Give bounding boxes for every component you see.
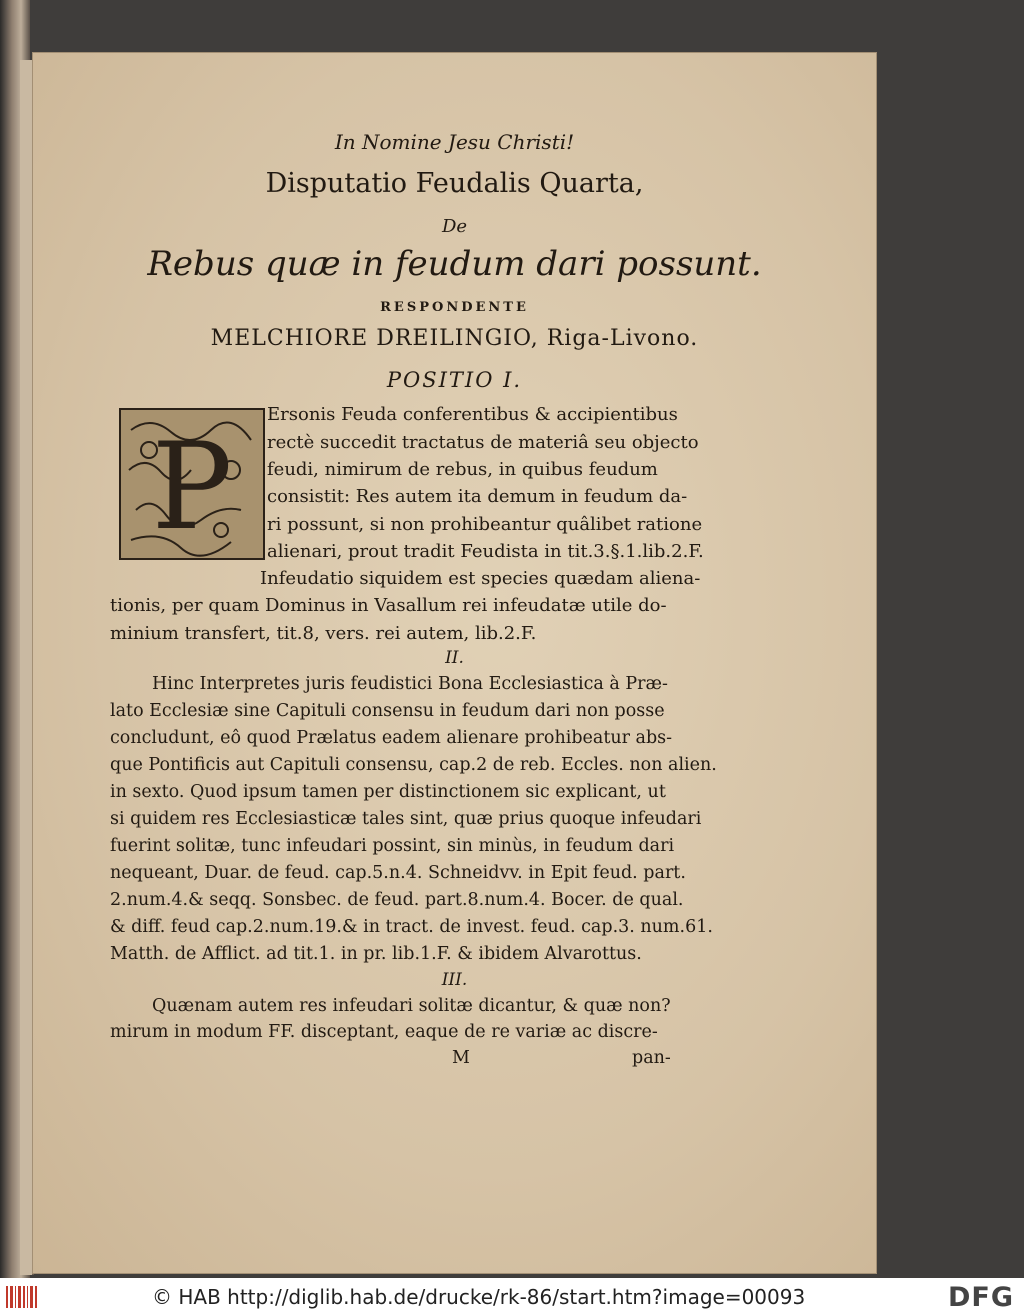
section-heading-1: POSITIO I. — [386, 368, 523, 392]
para1-line-3: feudi, nimirum de rebus, in quibus feudum — [267, 459, 658, 480]
de-heading: De — [441, 216, 468, 237]
para1-line-4: consistit: Res autem ita demum in feudum da- — [267, 486, 688, 507]
para1-line-2: rectè succedit tractatus de materiâ seu objecto — [267, 432, 699, 453]
section-heading-3: III. — [441, 970, 468, 990]
para2-line-3: concludunt, eô quod Prælatus eadem alienare prohibeatur abs- — [110, 728, 673, 748]
footer-credit-link[interactable]: © HAB http://diglib.hab.de/drucke/rk-86/start.htm?image=00093 — [152, 1285, 806, 1309]
para3-line-1: Quænam autem res infeudari solitæ dicantur, & quæ non? — [152, 996, 671, 1016]
book-page — [32, 52, 877, 1274]
para2-line-6: si quidem res Ecclesiasticæ tales sint, quæ prius quoque infeudari — [110, 809, 702, 829]
para2-line-2: lato Ecclesiæ sine Capituli consensu in feudum dari non posse — [110, 701, 665, 721]
dfg-logo: DFG — [947, 1282, 1014, 1313]
para1-line-8: tionis, per quam Dominus in Vasallum rei infeudatæ utile do- — [110, 595, 667, 616]
decorated-initial-p — [119, 408, 265, 560]
signature-mark: M — [452, 1048, 470, 1068]
respondent-name: MELCHIORE DREILINGIO, Riga-Livono. — [210, 326, 699, 351]
respondente-heading: RESPONDENTE — [380, 300, 529, 315]
para2-line-7: fuerint solitæ, tunc infeudari possint, sin minùs, in feudum dari — [110, 836, 675, 856]
invocation-heading: In Nomine Jesu Christi! — [334, 130, 575, 154]
footer-bar — [0, 1278, 1024, 1316]
para1-line-9: minium transfert, tit.8, vers. rei autem, lib.2.F. — [110, 623, 537, 644]
para1-line-1: Ersonis Feuda conferentibus & accipientibus — [267, 404, 678, 425]
para2-line-9: 2.num.4.& seqq. Sonsbec. de feud. part.8.num.4. Bocer. de qual. — [110, 890, 684, 910]
para2-line-4: que Pontificis aut Capituli consensu, cap.2 de reb. Eccles. non alien. — [110, 755, 717, 775]
catchword: pan- — [632, 1048, 671, 1068]
para2-line-5: in sexto. Quod ipsum tamen per distinctionem sic explicant, ut — [110, 782, 666, 802]
drop-cap-letter: P — [151, 418, 233, 557]
disputation-title: Disputatio Feudalis Quarta, — [265, 168, 644, 199]
para2-line-11: Matth. de Afflict. ad tit.1. in pr. lib.1.F. & ibidem Alvarottus. — [110, 944, 642, 964]
barcode-icon — [6, 1286, 40, 1308]
decorated-initial-icon — [121, 410, 263, 558]
para1-line-5: ri possunt, si non prohibeantur quâlibet ratione — [267, 514, 703, 535]
para1-line-6: alienari, prout tradit Feudista in tit.3.§.1.lib.2.F. — [267, 541, 704, 562]
subject-heading: Rebus quæ in feudum dari possunt. — [147, 244, 762, 284]
para2-line-8: nequeant, Duar. de feud. cap.5.n.4. Schneidvv. in Epit feud. part. — [110, 863, 686, 883]
para3-line-2: mirum in modum FF. disceptant, eaque de re variæ ac discre- — [110, 1022, 658, 1042]
section-heading-2: II. — [445, 648, 464, 668]
para1-line-7: Infeudatio siquidem est species quædam aliena- — [260, 568, 701, 589]
para2-line-1: Hinc Interpretes juris feudistici Bona Ecclesiastica à Præ- — [152, 674, 668, 694]
para2-line-10: & diff. feud cap.2.num.19.& in tract. de invest. feud. cap.3. num.61. — [110, 917, 713, 937]
